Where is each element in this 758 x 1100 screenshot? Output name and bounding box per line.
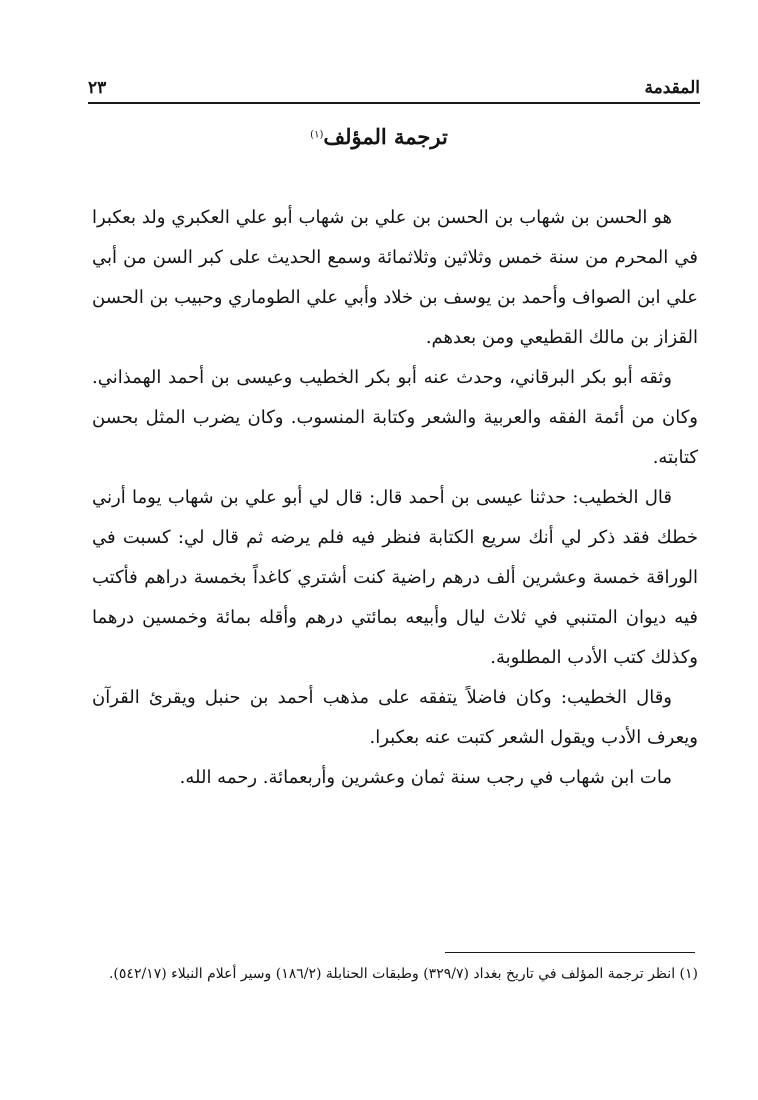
header-rule <box>88 102 700 104</box>
section-title: المقدمة <box>644 78 700 98</box>
body-text <box>92 198 698 798</box>
footnote-reference: (١) <box>310 129 324 141</box>
footnote-rule <box>445 952 695 953</box>
footnote: (١) انظر ترجمة المؤلف في تاريخ بغداد (٣٢٩/٧) وطبقات الحنابلة (١٨٦/٢) وسير أعلام النبلاء (٥٤٢/١٧). <box>108 966 698 982</box>
paragraph-1: هو الحسن بن شهاب بن الحسن بن علي بن شهاب أبو علي العكبري ولد بعكبرا في المحرم من سنة خمس وثلاثين وثلاثمائة وسمع الحديث على كبر السن من أبي علي ابن الصواف وأحمد بن يوسف بن خلاد وأبي علي الطوماري وحبيب بن الحسن القزاز بن مالك القطيعي ومن بعدهم. <box>92 207 698 348</box>
paragraph-2: وثقه أبو بكر البرقاني، وحدث عنه أبو بكر الخطيب وعيسى بن أحمد الهمذاني. وكان من أئمة الفقه والعربية والشعر وكتابة المنسوب. وكان يضرب المثل بحسن كتابته. <box>92 367 698 468</box>
paragraph-5: مات ابن شهاب في رجب سنة ثمان وعشرين وأربعمائة. رحمه الله. <box>179 767 672 788</box>
chapter-title-wrap <box>0 124 758 149</box>
page-number: ٢٣ <box>88 78 107 98</box>
chapter-title: ترجمة المؤلف <box>323 124 448 149</box>
paragraph-4: وقال الخطيب: وكان فاضلاً يتفقه على مذهب أحمد بن حنبل ويقرئ القرآن ويعرف الأدب ويقول الشعر كتبت عنه بعكبرا. <box>92 687 698 748</box>
running-header <box>88 68 700 98</box>
paragraph-3: قال الخطيب: حدثنا عيسى بن أحمد قال: قال لي أبو علي بن شهاب يوما أرني خطك فقد ذكر لي أنك سريع الكتابة فنظر فيه فلم يرضه ثم قال لي: كسبت في الوراقة خمسة وعشرين ألف درهم راضية كنت أشتري كاغداً بخمسة دراهم فأكتب فيه ديوان المتنبي في ثلاث ليال وأبيعه بمائتي درهم وأقله بمائة وخمسين درهما وكذلك كتب الأدب المطلوبة. <box>92 487 699 668</box>
